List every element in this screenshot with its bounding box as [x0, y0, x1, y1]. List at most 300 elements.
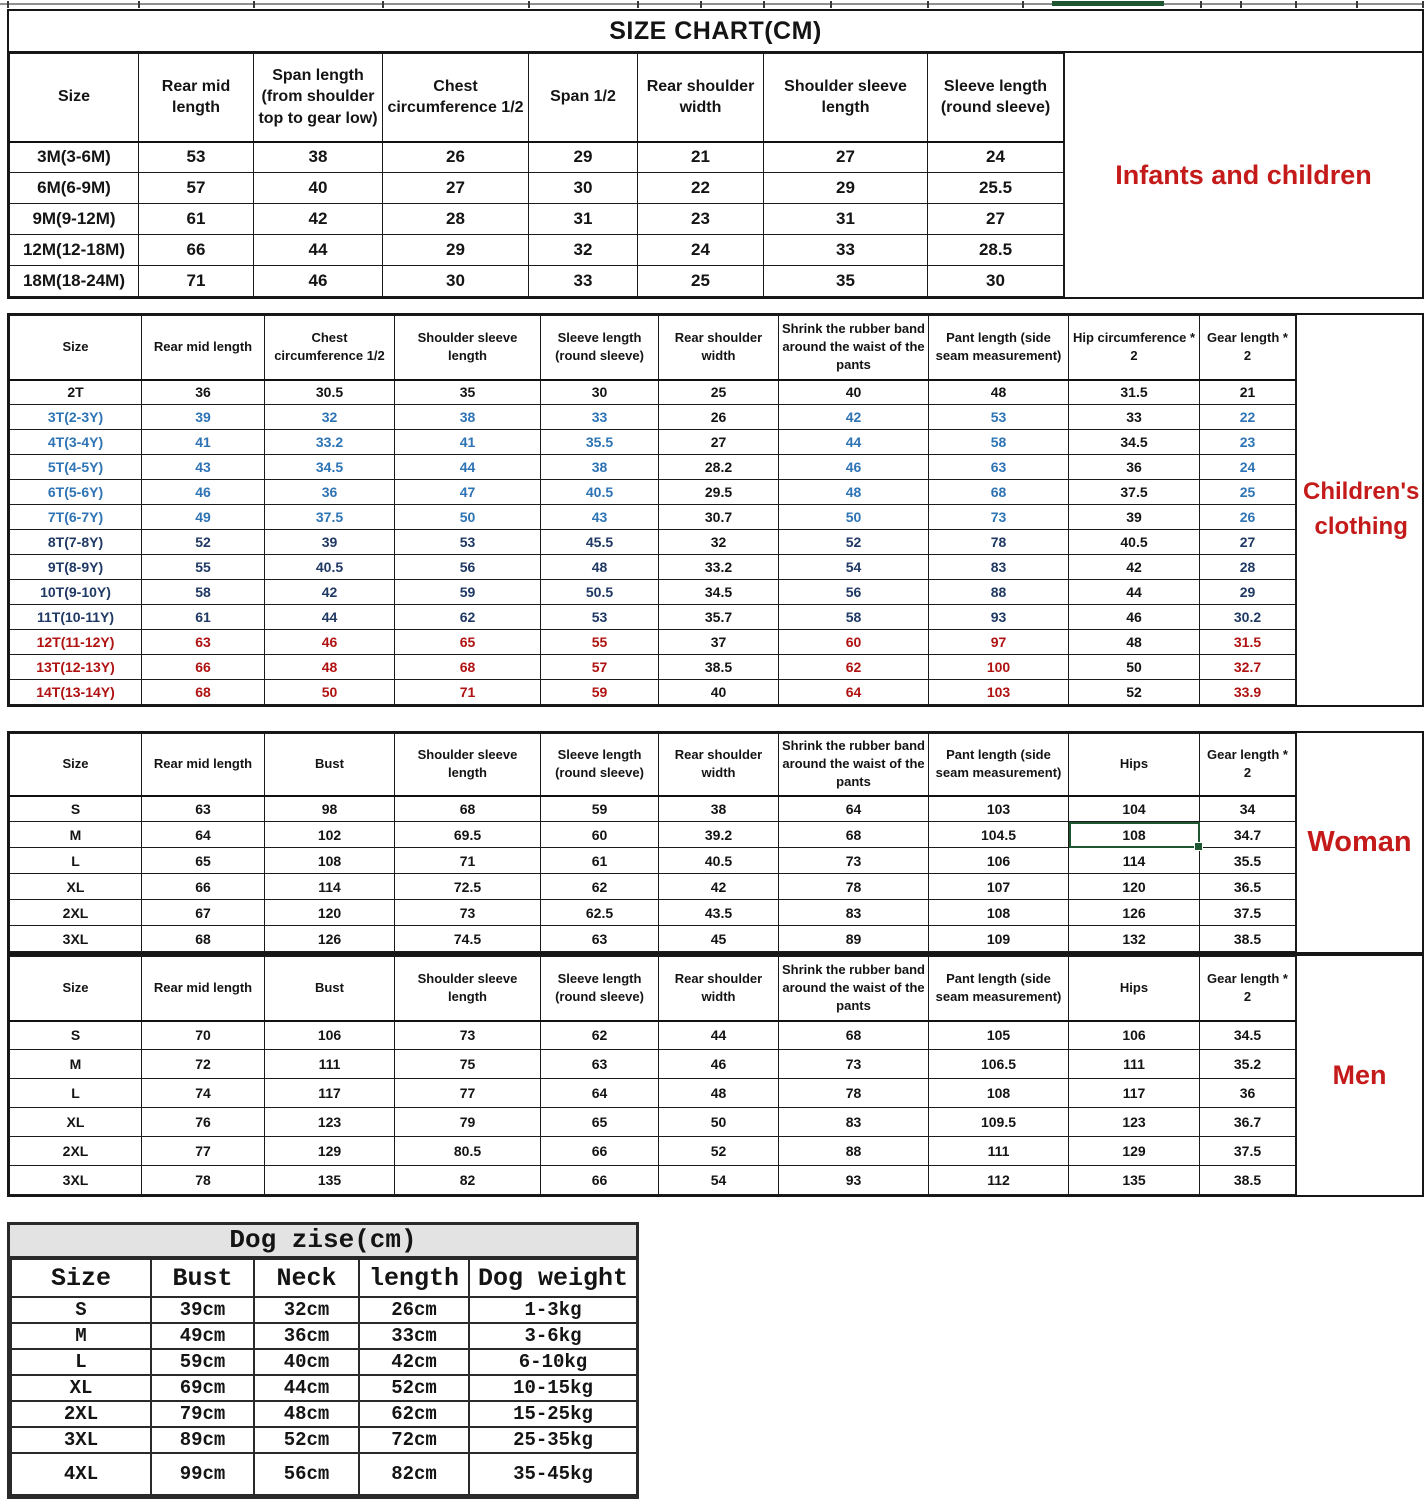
- size-cell: M: [10, 822, 142, 848]
- value-cell: 28.5: [928, 235, 1064, 266]
- men-label: Men: [1296, 956, 1422, 1195]
- size-cell: 3XL: [10, 1166, 142, 1195]
- table-row: [11, 1297, 637, 1323]
- value-cell: 48: [541, 555, 659, 580]
- column-header: Shrink the rubber band around the waist of the pants: [779, 957, 929, 1021]
- value-cell: 72cm: [359, 1427, 469, 1453]
- value-cell: 114: [1069, 848, 1200, 874]
- column-boundary-tick: [830, 1, 832, 8]
- table-row: [10, 605, 1296, 630]
- column-boundary-tick: [528, 1, 530, 8]
- value-cell: 100: [929, 655, 1069, 680]
- column-header: Shoulder sleeve length: [395, 957, 541, 1021]
- value-cell: 61: [139, 204, 254, 235]
- value-cell: 73: [779, 1050, 929, 1079]
- table-row: [10, 1108, 1296, 1137]
- table-row: [10, 1137, 1296, 1166]
- value-cell: 112: [929, 1166, 1069, 1195]
- value-cell: 73: [779, 848, 929, 874]
- size-cell: 11T(10-11Y): [10, 605, 142, 630]
- value-cell: 93: [929, 605, 1069, 630]
- column-header: Rear shoulder width: [659, 957, 779, 1021]
- value-cell: 120: [265, 900, 395, 926]
- value-cell: 46: [142, 480, 265, 505]
- value-cell: 50: [1069, 655, 1200, 680]
- value-cell: 111: [265, 1050, 395, 1079]
- size-cell: 3M(3-6M): [10, 142, 139, 173]
- column-header: Shoulder sleeve length: [395, 734, 541, 796]
- value-cell: 89cm: [151, 1427, 254, 1453]
- table-row: [10, 580, 1296, 605]
- size-cell: 13T(12-13Y): [10, 655, 142, 680]
- children-label: Children's clothing: [1296, 315, 1425, 705]
- size-cell: S: [10, 1021, 142, 1050]
- value-cell: 38.5: [1200, 926, 1296, 952]
- value-cell: 44: [1069, 580, 1200, 605]
- column-header: Hip circumference * 2: [1069, 316, 1200, 380]
- value-cell: 82cm: [359, 1453, 469, 1495]
- value-cell: 52: [779, 530, 929, 555]
- value-cell: 44: [659, 1021, 779, 1050]
- value-cell: 59: [395, 580, 541, 605]
- selected-cell: 108: [1069, 822, 1200, 848]
- value-cell: 44: [265, 605, 395, 630]
- infants-size-table: [9, 53, 1064, 297]
- size-cell: 2T: [10, 380, 142, 405]
- column-header: Rear mid length: [142, 734, 265, 796]
- value-cell: 27: [659, 430, 779, 455]
- column-boundary-tick: [1200, 1, 1202, 8]
- size-cell: 12T(11-12Y): [10, 630, 142, 655]
- value-cell: 35.2: [1200, 1050, 1296, 1079]
- value-cell: 63: [541, 1050, 659, 1079]
- value-cell: 40: [779, 380, 929, 405]
- size-cell: XL: [10, 874, 142, 900]
- value-cell: 30: [928, 266, 1064, 297]
- value-cell: 78: [142, 1166, 265, 1195]
- value-cell: 36: [265, 480, 395, 505]
- value-cell: 99cm: [151, 1453, 254, 1495]
- value-cell: 44: [254, 235, 383, 266]
- value-cell: 36.7: [1200, 1108, 1296, 1137]
- value-cell: 56cm: [254, 1453, 359, 1495]
- value-cell: 73: [395, 900, 541, 926]
- value-cell: 26cm: [359, 1297, 469, 1323]
- value-cell: 48: [779, 480, 929, 505]
- value-cell: 62: [541, 874, 659, 900]
- size-cell: 14T(13-14Y): [10, 680, 142, 705]
- value-cell: 24: [1200, 455, 1296, 480]
- men-size-table: [9, 956, 1296, 1195]
- value-cell: 109.5: [929, 1108, 1069, 1137]
- value-cell: 68: [142, 680, 265, 705]
- value-cell: 50: [659, 1108, 779, 1137]
- woman-size-table: [9, 733, 1296, 952]
- size-cell: 3XL: [11, 1427, 151, 1453]
- value-cell: 61: [142, 605, 265, 630]
- value-cell: 59: [541, 680, 659, 705]
- value-cell: 103: [929, 680, 1069, 705]
- table-row: [10, 455, 1296, 480]
- value-cell: 37.5: [265, 505, 395, 530]
- value-cell: 55: [541, 630, 659, 655]
- size-cell: 18M(18-24M): [10, 266, 139, 297]
- value-cell: 62cm: [359, 1401, 469, 1427]
- value-cell: 31.5: [1069, 380, 1200, 405]
- value-cell: 35.5: [1200, 848, 1296, 874]
- value-cell: 23: [1200, 430, 1296, 455]
- value-cell: 64: [142, 822, 265, 848]
- value-cell: 36: [142, 380, 265, 405]
- column-header: Shrink the rubber band around the waist of the pants: [779, 734, 929, 796]
- size-cell: 3XL: [10, 926, 142, 952]
- value-cell: 28: [383, 204, 529, 235]
- table-row: [11, 1401, 637, 1427]
- value-cell: 71: [395, 848, 541, 874]
- value-cell: 108: [929, 900, 1069, 926]
- value-cell: 42cm: [359, 1349, 469, 1375]
- value-cell: 60: [779, 630, 929, 655]
- value-cell: 37.5: [1200, 1137, 1296, 1166]
- table-row: [10, 680, 1296, 705]
- column-boundary-tick: [382, 1, 384, 8]
- value-cell: 27: [764, 142, 928, 173]
- infants-label: Infants and children: [1064, 53, 1422, 297]
- column-header: Bust: [151, 1259, 254, 1297]
- value-cell: 38: [395, 405, 541, 430]
- sheet-edge-line: [0, 3, 1423, 5]
- value-cell: 39cm: [151, 1297, 254, 1323]
- value-cell: 44: [779, 430, 929, 455]
- column-boundary-tick: [637, 1, 639, 8]
- dog-size-table: [10, 1258, 638, 1496]
- value-cell: 35: [395, 380, 541, 405]
- value-cell: 52: [659, 1137, 779, 1166]
- woman-label: Woman: [1296, 733, 1422, 952]
- value-cell: 80.5: [395, 1137, 541, 1166]
- size-cell: S: [11, 1297, 151, 1323]
- value-cell: 50: [265, 680, 395, 705]
- value-cell: 22: [638, 173, 764, 204]
- value-cell: 78: [779, 1079, 929, 1108]
- value-cell: 47: [395, 480, 541, 505]
- column-header: Size: [10, 316, 142, 380]
- size-cell: 9T(8-9Y): [10, 555, 142, 580]
- table-row: [10, 1021, 1296, 1050]
- value-cell: 40.5: [1069, 530, 1200, 555]
- value-cell: 63: [541, 926, 659, 952]
- value-cell: 24: [638, 235, 764, 266]
- column-header: Neck: [254, 1259, 359, 1297]
- value-cell: 28: [1200, 555, 1296, 580]
- children-section: [7, 313, 1424, 707]
- column-header: Chest circumference 1/2: [383, 54, 529, 142]
- value-cell: 29.5: [659, 480, 779, 505]
- table-row: [11, 1453, 637, 1495]
- value-cell: 33.2: [659, 555, 779, 580]
- table-row: [10, 926, 1296, 952]
- value-cell: 34.5: [1200, 1021, 1296, 1050]
- value-cell: 29: [764, 173, 928, 204]
- value-cell: 25: [1200, 480, 1296, 505]
- value-cell: 24: [928, 142, 1064, 173]
- value-cell: 64: [779, 796, 929, 822]
- column-header: length: [359, 1259, 469, 1297]
- value-cell: 109: [929, 926, 1069, 952]
- column-header: Size: [11, 1259, 151, 1297]
- value-cell: 34.5: [1069, 430, 1200, 455]
- value-cell: 111: [1069, 1050, 1200, 1079]
- value-cell: 42: [254, 204, 383, 235]
- sheet-top-edge: [0, 0, 1428, 9]
- value-cell: 57: [541, 655, 659, 680]
- value-cell: 26: [383, 142, 529, 173]
- table-row: [10, 900, 1296, 926]
- value-cell: 30: [529, 173, 638, 204]
- value-cell: 117: [265, 1079, 395, 1108]
- value-cell: 29: [529, 142, 638, 173]
- value-cell: 88: [779, 1137, 929, 1166]
- column-header: Rear mid length: [142, 316, 265, 380]
- value-cell: 54: [659, 1166, 779, 1195]
- value-cell: 48: [265, 655, 395, 680]
- column-header: Sleeve length (round sleeve): [541, 316, 659, 380]
- value-cell: 114: [265, 874, 395, 900]
- value-cell: 50: [779, 505, 929, 530]
- value-cell: 74: [142, 1079, 265, 1108]
- value-cell: 27: [1200, 530, 1296, 555]
- value-cell: 10-15kg: [469, 1375, 637, 1401]
- value-cell: 40: [254, 173, 383, 204]
- value-cell: 102: [265, 822, 395, 848]
- value-cell: 71: [395, 680, 541, 705]
- size-cell: 2XL: [10, 1137, 142, 1166]
- value-cell: 40cm: [254, 1349, 359, 1375]
- value-cell: 62: [541, 1021, 659, 1050]
- value-cell: 33: [1069, 405, 1200, 430]
- value-cell: 34.5: [659, 580, 779, 605]
- size-cell: 6T(5-6Y): [10, 480, 142, 505]
- table-row: [10, 1050, 1296, 1079]
- value-cell: 69cm: [151, 1375, 254, 1401]
- value-cell: 32.7: [1200, 655, 1296, 680]
- value-cell: 48: [659, 1079, 779, 1108]
- column-header: Dog weight: [469, 1259, 637, 1297]
- value-cell: 36.5: [1200, 874, 1296, 900]
- value-cell: 72: [142, 1050, 265, 1079]
- infants-section: [7, 9, 1424, 299]
- value-cell: 39: [1069, 505, 1200, 530]
- value-cell: 93: [779, 1166, 929, 1195]
- column-header: Size: [10, 957, 142, 1021]
- value-cell: 34.7: [1200, 822, 1296, 848]
- value-cell: 65: [395, 630, 541, 655]
- value-cell: 31: [529, 204, 638, 235]
- value-cell: 43: [541, 505, 659, 530]
- value-cell: 40.5: [265, 555, 395, 580]
- column-header: Hips: [1069, 734, 1200, 796]
- table-row: [10, 874, 1296, 900]
- value-cell: 62: [779, 655, 929, 680]
- value-cell: 32: [659, 530, 779, 555]
- value-cell: 39: [265, 530, 395, 555]
- size-cell: 10T(9-10Y): [10, 580, 142, 605]
- value-cell: 52cm: [254, 1427, 359, 1453]
- value-cell: 25: [659, 380, 779, 405]
- value-cell: 42: [779, 405, 929, 430]
- value-cell: 30.7: [659, 505, 779, 530]
- value-cell: 68: [929, 480, 1069, 505]
- value-cell: 68: [779, 822, 929, 848]
- value-cell: 42: [1069, 555, 1200, 580]
- table-row: [10, 655, 1296, 680]
- column-header: Gear length * 2: [1200, 957, 1296, 1021]
- value-cell: 15-25kg: [469, 1401, 637, 1427]
- value-cell: 40.5: [659, 848, 779, 874]
- column-header: Shrink the rubber band around the waist of the pants: [779, 316, 929, 380]
- value-cell: 132: [1069, 926, 1200, 952]
- value-cell: 56: [779, 580, 929, 605]
- table-row: [10, 235, 1064, 266]
- value-cell: 37.5: [1069, 480, 1200, 505]
- value-cell: 68: [395, 796, 541, 822]
- value-cell: 59cm: [151, 1349, 254, 1375]
- value-cell: 38: [659, 796, 779, 822]
- column-header: Size: [10, 54, 139, 142]
- size-cell: XL: [11, 1375, 151, 1401]
- value-cell: 107: [929, 874, 1069, 900]
- value-cell: 120: [1069, 874, 1200, 900]
- value-cell: 63: [142, 630, 265, 655]
- value-cell: 45.5: [541, 530, 659, 555]
- value-cell: 43: [142, 455, 265, 480]
- value-cell: 33.2: [265, 430, 395, 455]
- column-header: Rear shoulder width: [638, 54, 764, 142]
- value-cell: 69.5: [395, 822, 541, 848]
- size-cell: L: [10, 848, 142, 874]
- column-header: Bust: [265, 957, 395, 1021]
- value-cell: 123: [1069, 1108, 1200, 1137]
- table-row: [10, 405, 1296, 430]
- value-cell: 135: [1069, 1166, 1200, 1195]
- value-cell: 30: [541, 380, 659, 405]
- column-header: Gear length * 2: [1200, 734, 1296, 796]
- value-cell: 52cm: [359, 1375, 469, 1401]
- value-cell: 74.5: [395, 926, 541, 952]
- value-cell: 105: [929, 1021, 1069, 1050]
- value-cell: 83: [929, 555, 1069, 580]
- value-cell: 48: [929, 380, 1069, 405]
- value-cell: 79: [395, 1108, 541, 1137]
- value-cell: 40.5: [541, 480, 659, 505]
- size-cell: 5T(4-5Y): [10, 455, 142, 480]
- column-header: Rear shoulder width: [659, 316, 779, 380]
- table-row: [10, 1166, 1296, 1195]
- value-cell: 61: [541, 848, 659, 874]
- value-cell: 65: [541, 1108, 659, 1137]
- size-cell: 9M(9-12M): [10, 204, 139, 235]
- column-boundary-tick: [1356, 1, 1358, 8]
- table-row: [10, 266, 1064, 297]
- value-cell: 55: [142, 555, 265, 580]
- table-row: [10, 530, 1296, 555]
- value-cell: 50.5: [541, 580, 659, 605]
- value-cell: 129: [1069, 1137, 1200, 1166]
- size-cell: 2XL: [11, 1401, 151, 1427]
- value-cell: 59: [541, 796, 659, 822]
- value-cell: 66: [142, 874, 265, 900]
- column-header: Bust: [265, 734, 395, 796]
- value-cell: 63: [929, 455, 1069, 480]
- value-cell: 78: [779, 874, 929, 900]
- table-row: [10, 630, 1296, 655]
- value-cell: 26: [1200, 505, 1296, 530]
- size-cell: L: [10, 1079, 142, 1108]
- size-cell: S: [10, 796, 142, 822]
- value-cell: 53: [541, 605, 659, 630]
- value-cell: 129: [265, 1137, 395, 1166]
- column-boundary-tick: [1422, 1, 1424, 8]
- value-cell: 38.5: [659, 655, 779, 680]
- column-boundary-tick: [1022, 1, 1024, 8]
- value-cell: 34.5: [265, 455, 395, 480]
- column-header: Span 1/2: [529, 54, 638, 142]
- value-cell: 31: [764, 204, 928, 235]
- size-cell: 4XL: [11, 1453, 151, 1495]
- value-cell: 22: [1200, 405, 1296, 430]
- value-cell: 77: [142, 1137, 265, 1166]
- value-cell: 48: [1069, 630, 1200, 655]
- value-cell: 28.2: [659, 455, 779, 480]
- value-cell: 30.5: [265, 380, 395, 405]
- value-cell: 97: [929, 630, 1069, 655]
- value-cell: 48cm: [254, 1401, 359, 1427]
- column-boundary-tick: [700, 1, 702, 8]
- value-cell: 50: [395, 505, 541, 530]
- value-cell: 98: [265, 796, 395, 822]
- value-cell: 25: [638, 266, 764, 297]
- value-cell: 46: [254, 266, 383, 297]
- value-cell: 38: [541, 455, 659, 480]
- size-cell: 7T(6-7Y): [10, 505, 142, 530]
- value-cell: 43.5: [659, 900, 779, 926]
- table-row: [11, 1349, 637, 1375]
- column-header: Shoulder sleeve length: [395, 316, 541, 380]
- column-boundary-tick: [927, 1, 929, 8]
- table-row: [10, 173, 1064, 204]
- column-boundary-tick: [763, 1, 765, 8]
- column-header: Shoulder sleeve length: [764, 54, 928, 142]
- column-header: Pant length (side seam measurement): [929, 316, 1069, 380]
- size-cell: 8T(7-8Y): [10, 530, 142, 555]
- column-boundary-tick: [7, 1, 9, 8]
- column-header: Gear length * 2: [1200, 316, 1296, 380]
- value-cell: 35: [764, 266, 928, 297]
- value-cell: 1-3kg: [469, 1297, 637, 1323]
- value-cell: 38.5: [1200, 1166, 1296, 1195]
- dog-table-title: Dog zise(cm): [10, 1225, 636, 1258]
- value-cell: 66: [541, 1137, 659, 1166]
- value-cell: 57: [139, 173, 254, 204]
- value-cell: 88: [929, 580, 1069, 605]
- value-cell: 64: [779, 680, 929, 705]
- value-cell: 21: [638, 142, 764, 173]
- column-header: Sleeve length (round sleeve): [541, 957, 659, 1021]
- value-cell: 126: [265, 926, 395, 952]
- value-cell: 104: [1069, 796, 1200, 822]
- size-cell: 3T(2-3Y): [10, 405, 142, 430]
- size-cell: M: [10, 1050, 142, 1079]
